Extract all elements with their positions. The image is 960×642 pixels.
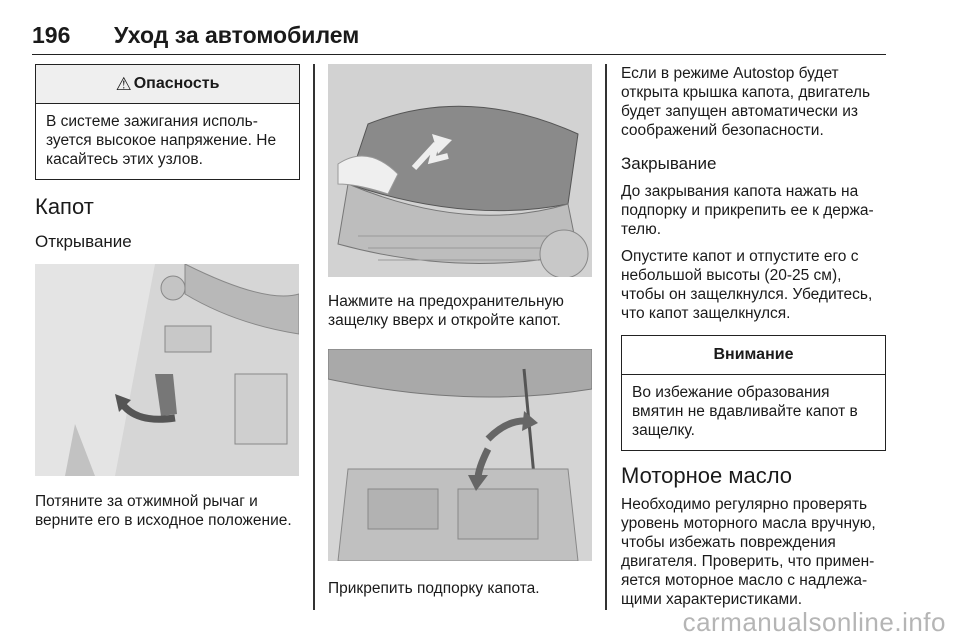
column-left (35, 64, 299, 530)
warning-triangle-icon: ⚠ (115, 74, 132, 94)
column-right (621, 64, 887, 609)
danger-box-header (36, 65, 299, 104)
notice-box-text: Во избежание образования вмятин не вдавливайте капот в защелку. (632, 384, 858, 439)
page-title: Уход за автомобилем (114, 22, 360, 48)
danger-box-title: Опасность (133, 75, 220, 92)
figure-hood-latch (328, 64, 592, 277)
hood-prop-illustration (328, 349, 592, 561)
figure-release-lever (35, 264, 299, 476)
subsection-title-opening: Открывание (35, 232, 132, 251)
caption-hood-prop: Прикрепить подпорку капота. (328, 580, 540, 597)
closing-text-2: Опустите капот и отпустите его с небольшой высоты (20-25 см), чтобы он защелкнулся. Убедитесь, что капот защелкнулся. (621, 248, 873, 322)
page-number: 196 (32, 22, 71, 48)
closing-text-1: До закрывания капота нажать на подпорку и прикрепить ее к держа-телю. (621, 183, 874, 238)
danger-box (35, 64, 300, 180)
watermark: carmanualsonline.info (682, 607, 946, 637)
notice-box (621, 335, 886, 451)
column-divider-1 (313, 64, 315, 610)
engine-oil-text: Необходимо регулярно проверять уровень моторного масла вручную, чтобы избежать повреждения двигателя. Проверить, что примен-яется моторное масло с надлежа-щими характеристиками. (621, 496, 876, 608)
caption-hood-latch: Нажмите на предохранительную защелку вверх и откройте капот. (328, 293, 564, 329)
notice-box-header: Внимание (622, 336, 885, 375)
autostop-text: Если в режиме Autostop будет открыта крышка капота, двигатель будет запущен автоматически из соображений безопасности. (621, 65, 871, 139)
section-title-hood: Капот (35, 194, 94, 219)
column-middle (328, 64, 592, 598)
page-header (32, 22, 886, 55)
section-title-engine-oil: Моторное масло (621, 463, 793, 488)
release-lever-illustration (35, 264, 299, 476)
hood-latch-illustration (328, 64, 592, 277)
caption-release-lever: Потяните за отжимной рычаг и верните его в исходное положение. (35, 493, 292, 529)
danger-box-text: В системе зажигания исполь-зуется высокое напряжение. Не касайтесь этих узлов. (46, 113, 277, 168)
figure-hood-prop (328, 349, 592, 561)
subsection-title-closing: Закрывание (621, 154, 717, 173)
column-divider-2 (605, 64, 607, 610)
